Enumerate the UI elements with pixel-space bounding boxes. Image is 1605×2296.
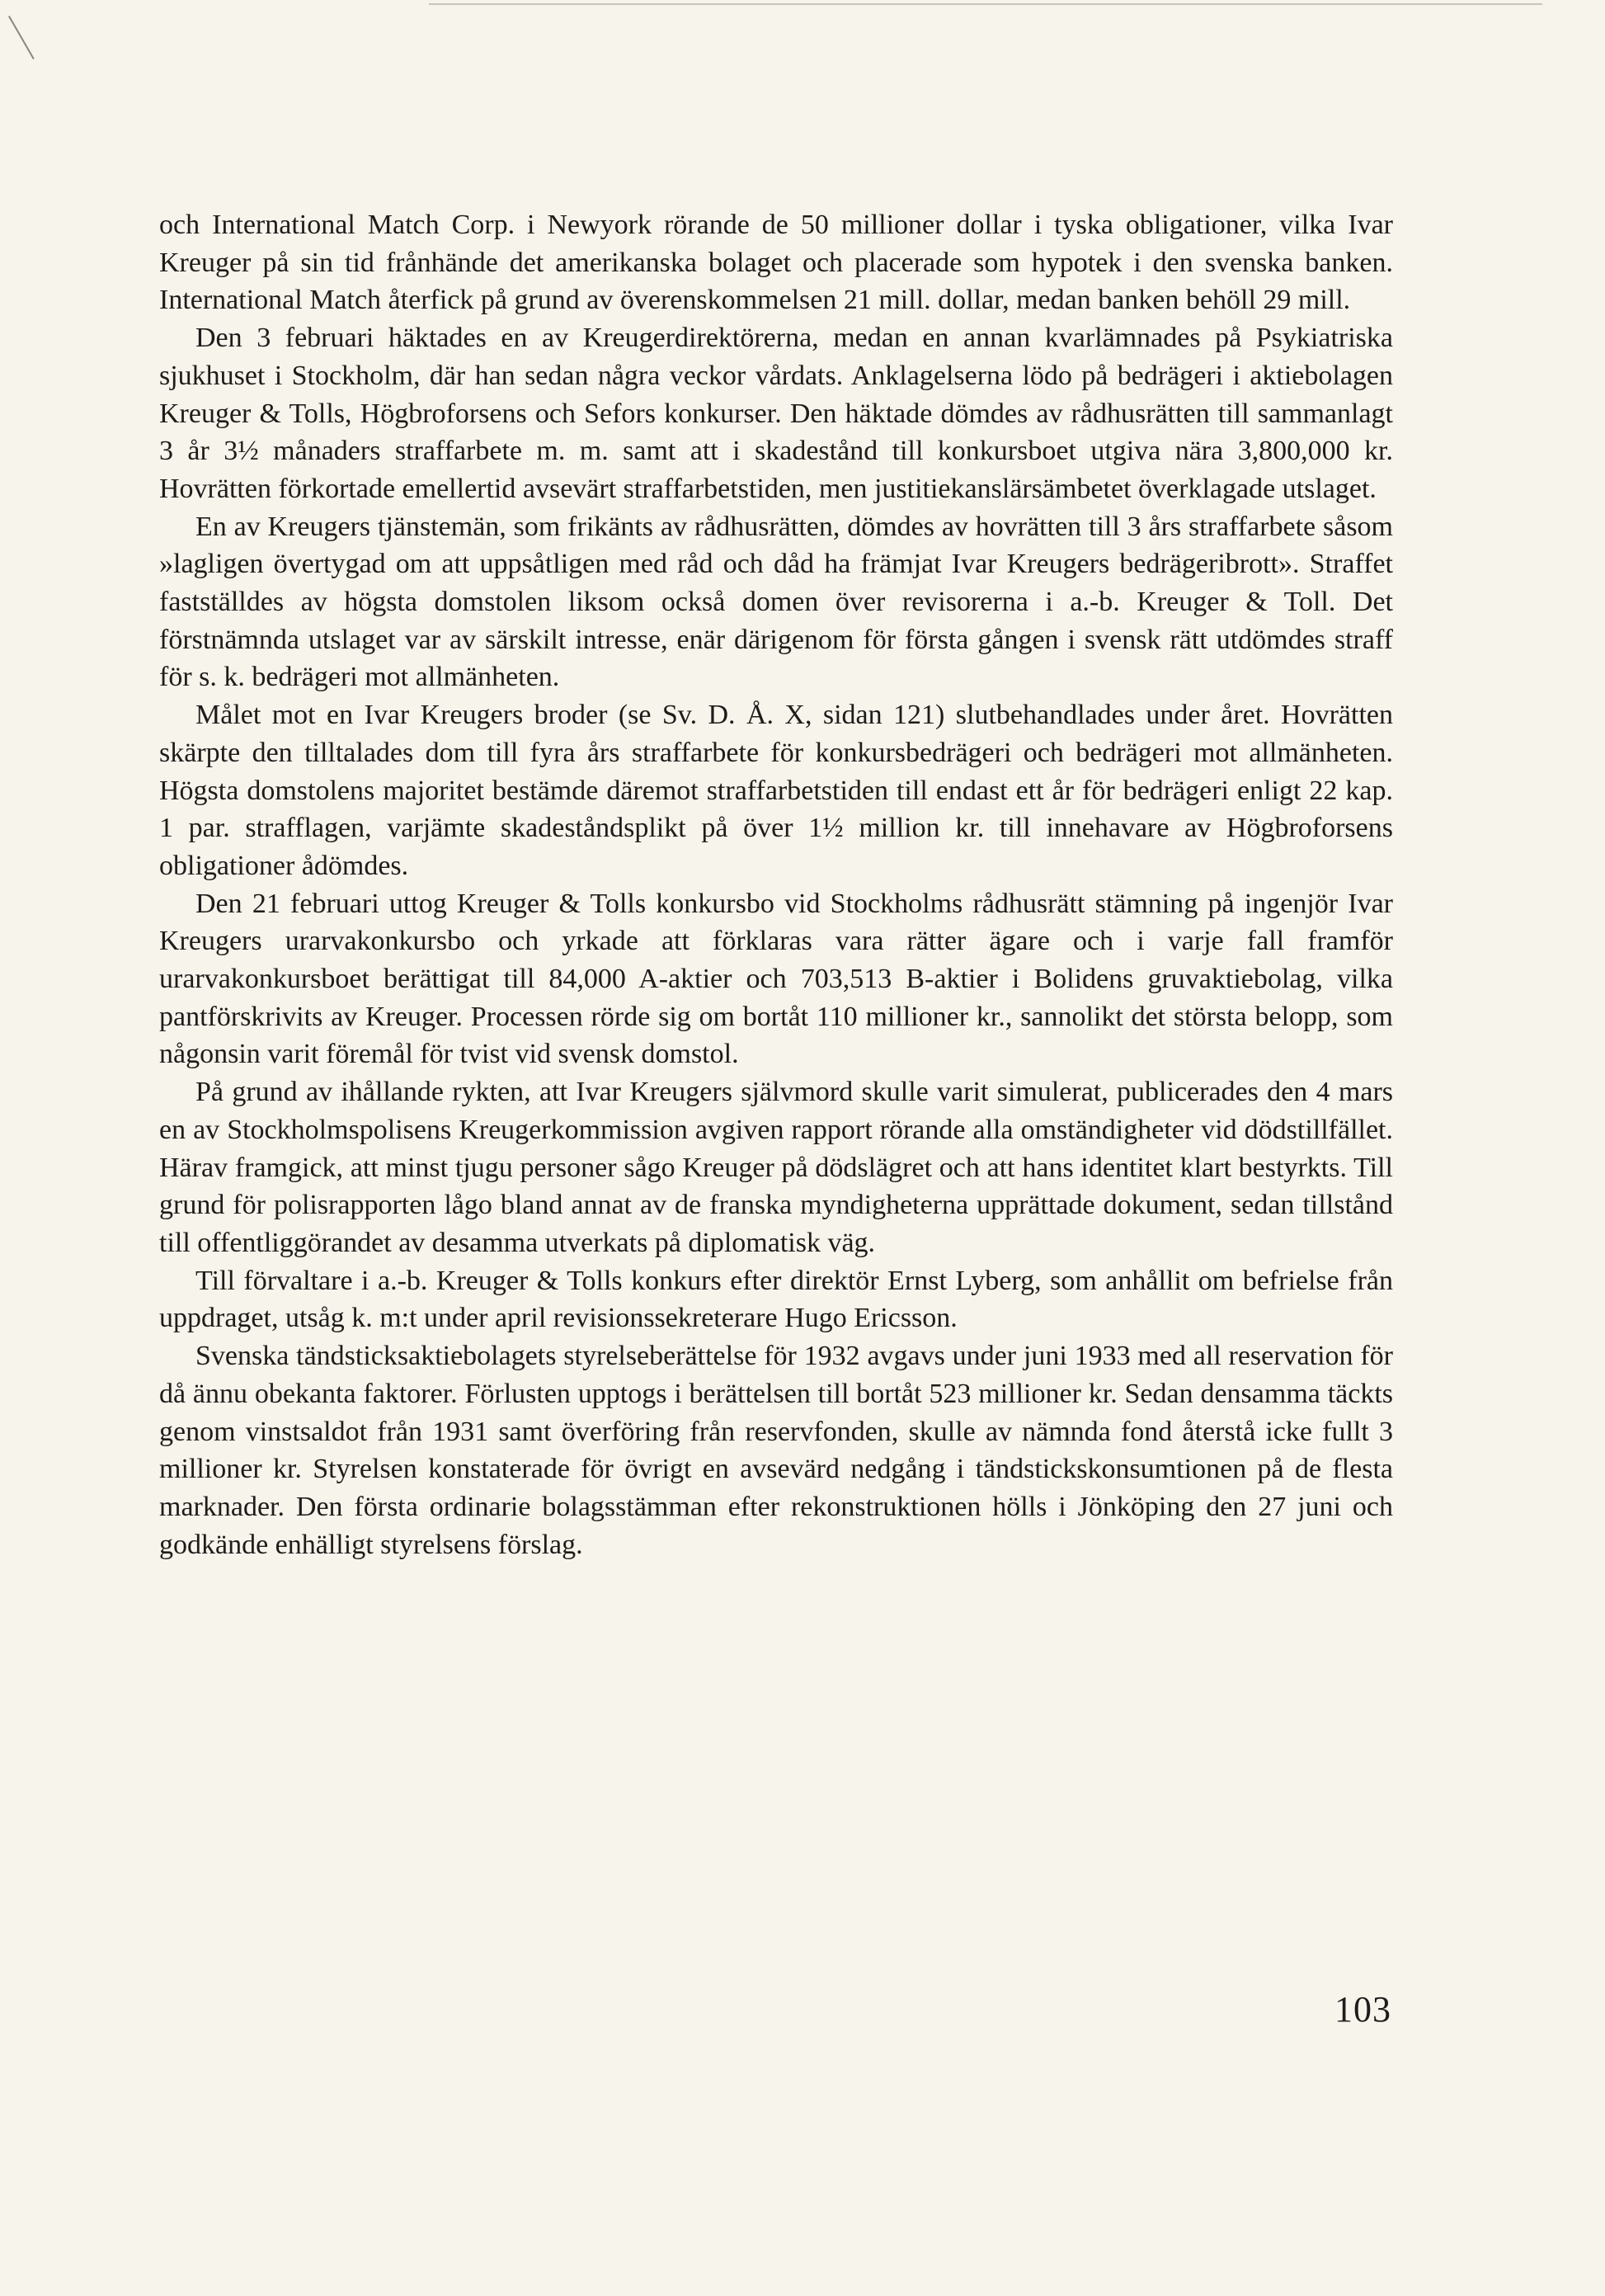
paragraph-international-match: och International Match Corp. i Newyork rörande de 50 millioner dollar i tyska obligationer, vilka Ivar Kreuger på sin tid frånhände det amerikanska bolaget och placerade som hypotek i den svenska banken. International Match återfick på grund av överenskommelsen 21 mill. dollar, medan banken behöll 29 mill. [159,210,1393,316]
paragraph-tjansteman: En av Kreugers tjänstemän, som frikänts av rådhusrätten, dömdes av hovrätten till 3 års straffarbete såsom »lagligen övertygad om att uppsåtligen med råd och dåd ha främjat Ivar Kreugers bedrägeribrott». Straffet fastställdes av högsta domstolen liksom också domen över revisorerna i a.-b. Kreuger & Toll. Det förstnämnda utslaget var av särskilt intresse, enär därigenom för första gången i svensk rätt utdömdes straff för s. k. bedrägeri mot allmänheten. [159,511,1393,693]
paragraph-rykten: På grund av ihållande rykten, att Ivar Kreugers självmord skulle varit simulerat, publicerades den 4 mars en av Stockholmspolisens Kreugerkommission avgiven rapport rörande alla omständigheter vid dödstillfället. Härav framgick, att minst tjugu personer sågo Kreuger på dödslägret och att hans identitet klart bestyrkts. Till grund för polisrapporten lågo bland annat av de franska myndigheterna upprättade dokument, sedan tillstånd till offentliggörandet av desamma utverkats på diplomatisk väg. [159,1077,1393,1258]
paragraph-haktning: Den 3 februari häktades en av Kreugerdirektörerna, medan en annan kvarlämnades på Psykiatriska sjukhuset i Stockholm, där han sedan några veckor vårdats. Anklagelserna lödo på bedrägeri i aktiebolagen Kreuger & Tolls, Högbroforsens och Sefors konkurser. Den häktade dömdes av rådhusrätten till sammanlagt 3 år 3½ månaders straffarbete m. m. samt att i skadestånd till konkursboet utgiva nära 3,800,000 kr. Hovrätten förkortade emellertid avsevärt straffarbetstiden, men justitiekanslärsämbetet överklagade utslaget. [159,323,1393,504]
paragraph-styrelseberattelse: Svenska tändsticksaktiebolagets styrelseberättelse för 1932 avgavs under juni 1933 med all reservation för då ännu obekanta faktorer. Förlusten upptogs i berättelsen till bortåt 523 millioner kr. Sedan densamma täckts genom vinstsaldot från 1931 samt överföring från reservfonden, skulle av nämnda fond återstå icke fullt 3 millioner kr. Styrelsen konstaterade för övrigt en avsevärd nedgång i tändstickskonsumtionen på de flesta marknader. Den första ordinarie bolagsstämman efter rekonstruktionen hölls i Jönköping den 27 juni och godkände enhälligt styrelsens förslag. [159,1341,1393,1560]
body-text [159,206,1393,1563]
page-number: 103 [1334,1989,1391,2030]
paragraph-broder: Målet mot en Ivar Kreugers broder (se Sv. D. Å. X, sidan 121) slutbehandlades under året. Hovrätten skärpte den tilltalades dom till fyra års straffarbete för konkursbedrägeri och bedrägeri mot allmänheten. Högsta domstolens majoritet bestämde däremot straffarbetstiden till endast ett år för bedrägeri enligt 22 kap. 1 par. strafflagen, varjämte skadeståndsplikt på över 1½ million kr. till innehavare av Högbroforsens obligationer ådömdes. [159,700,1393,881]
paragraph-forvaltare: Till förvaltare i a.-b. Kreuger & Tolls konkurs efter direktör Ernst Lyberg, som anhållit om befrielse från uppdraget, utsåg k. m:t under april revisionssekreterare Hugo Ericsson. [159,1265,1393,1334]
page-edge-top [429,3,1542,5]
page-edge-mark [8,16,35,59]
paragraph-stamning: Den 21 februari uttog Kreuger & Tolls konkursbo vid Stockholms rådhusrätt stämning på ingenjör Ivar Kreugers urarvakonkursbo och yrkade att förklaras vara rätter ägare och i varje fall framför urarvakonkursboet berättigat till 84,000 A-aktier och 703,513 B-aktier i Bolidens gruvaktiebolag, vilka pantförskrivits av Kreuger. Processen rörde sig om bortåt 110 millioner kr., sannolikt det största belopp, som någonsin varit föremål för tvist vid svensk domstol. [159,888,1393,1070]
